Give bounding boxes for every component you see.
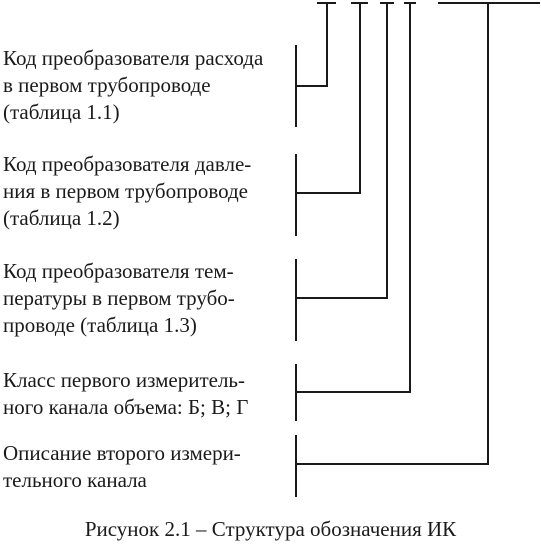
label-line: ния в первом трубопроводе	[3, 179, 248, 203]
label-line: пературы в первом трубо-	[3, 286, 235, 310]
label-line: в первом трубопроводе	[3, 73, 211, 97]
label-line: Код преобразователя расхода	[3, 46, 264, 70]
label-temperature-transducer-code	[3, 258, 293, 339]
figure-caption: Рисунок 2.1 – Структура обозначения ИК	[84, 517, 457, 541]
label-line: Класс первого измеритель-	[3, 368, 246, 392]
label-channel-class	[3, 367, 293, 421]
label-line: (таблица 1.1)	[3, 100, 120, 124]
label-second-channel-description	[3, 440, 293, 494]
label-line: ного канала объема: Б; В; Г	[3, 395, 249, 419]
label-flow-transducer-code	[3, 45, 293, 126]
label-line: Код преобразователя давле-	[3, 152, 252, 176]
label-line: Описание второго измери-	[3, 441, 241, 465]
label-line: тельного канала	[3, 468, 147, 492]
label-pressure-transducer-code	[3, 151, 293, 232]
label-line: проводе (таблица 1.3)	[3, 313, 197, 337]
label-line: Код преобразователя тем-	[3, 259, 234, 283]
label-line: (таблица 1.2)	[3, 206, 120, 230]
